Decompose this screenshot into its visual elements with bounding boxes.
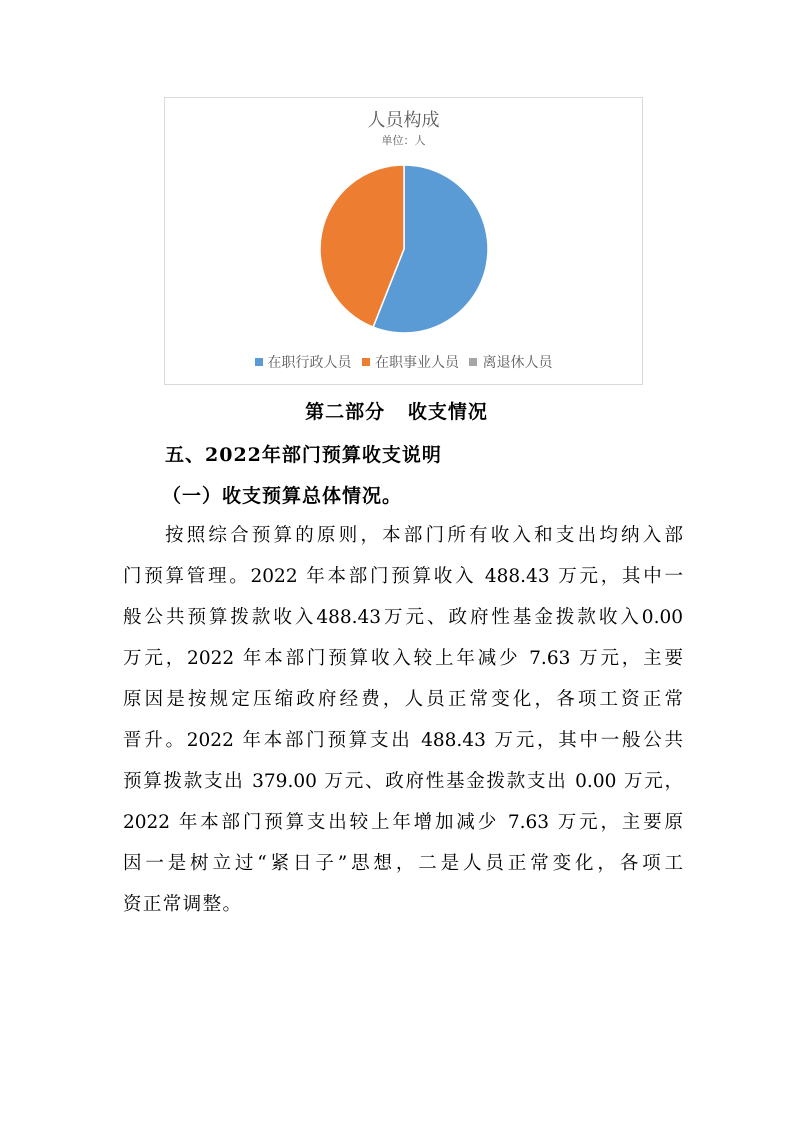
paragraph-line: 万元，2022 年本部门预算收入较上年减少 7.63 万元，主要 [123, 648, 683, 669]
part-title: 第二部分 收支情况 [305, 401, 488, 423]
paragraph-line: 般公共预算拨款收入488.43万元、政府性基金拨款收入0.00 [123, 607, 683, 628]
paragraph-line: 按照综合预算的原则，本部门所有收入和支出均纳入部 [165, 525, 683, 546]
paragraph-line: 晋升。2022 年本部门预算支出 488.43 万元，其中一般公共 [123, 730, 683, 751]
legend-item-institution [362, 352, 459, 372]
paragraph-line: 原因是按规定压缩政府经费，人员正常变化，各项工资正常 [123, 689, 683, 710]
chart-title: 人员构成 [367, 110, 440, 131]
legend-label: 在职事业人员 [375, 355, 459, 371]
paragraph-line: 预算拨款支出 379.00 万元、政府性基金拨款支出 0.00 万元， [123, 771, 683, 792]
legend-item-admin [255, 352, 352, 372]
legend-label: 离退休人员 [482, 355, 553, 371]
paragraph-line: 门预算管理。2022 年本部门预算收入 488.43 万元，其中一 [123, 566, 683, 587]
chart-legend [165, 352, 642, 372]
paragraph-line: 因一是树立过“紧日子”思想，二是人员正常变化，各项工 [123, 853, 683, 874]
paragraph-line: 资正常调整。 [123, 894, 243, 915]
legend-swatch [469, 358, 477, 366]
legend-swatch [255, 358, 263, 366]
legend-item-retired [469, 352, 552, 372]
paragraph-line: 2022 年本部门预算支出较上年增加减少 7.63 万元，主要原 [123, 812, 683, 833]
legend-label: 在职行政人员 [267, 355, 352, 371]
chart-subtitle: 单位：人 [381, 134, 426, 147]
legend-swatch [362, 358, 370, 366]
section-heading: 五、2022年部门预算收支说明 [165, 444, 442, 466]
subsection-heading: （一）收支预算总体情况。 [162, 485, 403, 507]
pie-chart [164, 97, 643, 385]
pie-svg [165, 98, 642, 384]
